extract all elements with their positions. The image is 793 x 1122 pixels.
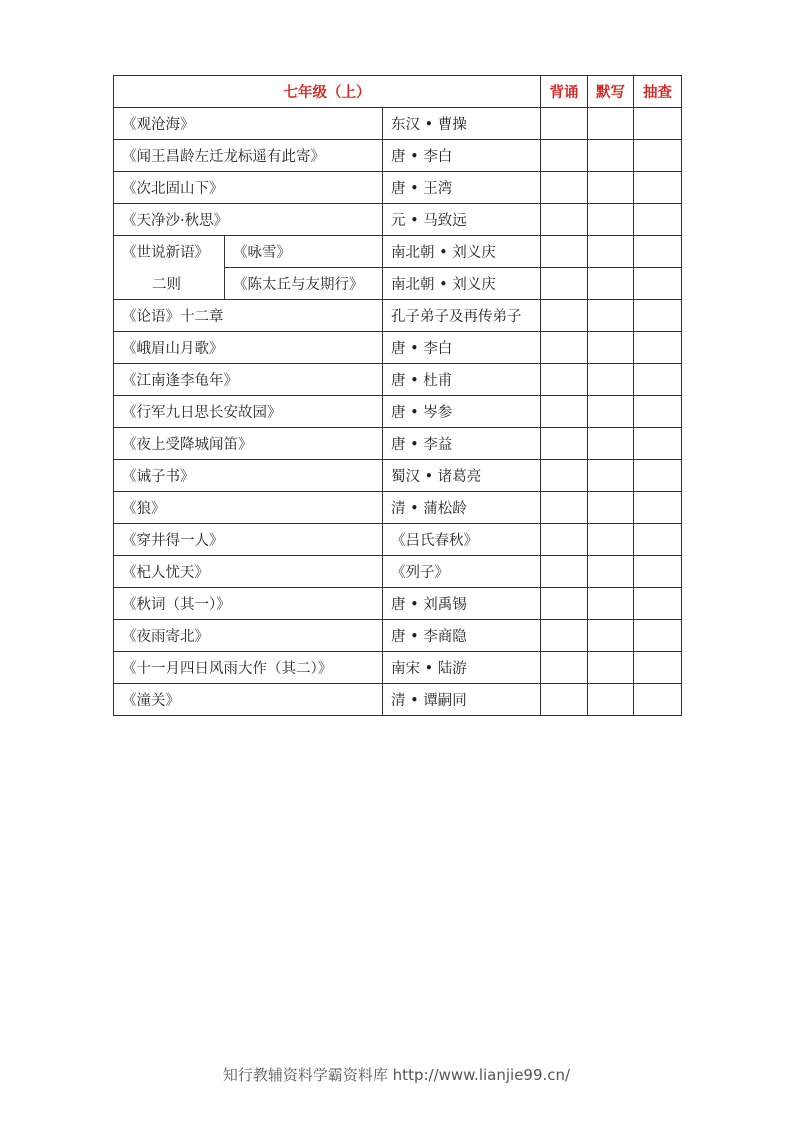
column-header-dictation: 默写	[588, 76, 634, 108]
recite-check-cell[interactable]	[541, 268, 588, 300]
poem-title: 《闻王昌龄左迁龙标遥有此寄》	[114, 140, 383, 172]
poem-title: 《峨眉山月歌》	[114, 332, 383, 364]
dictation-check-cell[interactable]	[588, 620, 634, 652]
poem-author: 唐 • 李白	[383, 140, 541, 172]
group-label-line2: 二则	[114, 268, 225, 300]
recite-check-cell[interactable]	[541, 620, 588, 652]
dictation-check-cell[interactable]	[588, 364, 634, 396]
table-row	[114, 204, 682, 236]
dictation-check-cell[interactable]	[588, 300, 634, 332]
dictation-check-cell[interactable]	[588, 332, 634, 364]
spot-check-cell[interactable]	[634, 300, 682, 332]
poem-author: 南北朝 • 刘义庆	[383, 268, 541, 300]
recite-check-cell[interactable]	[541, 460, 588, 492]
poem-author: 唐 • 王湾	[383, 172, 541, 204]
poem-author: 唐 • 刘禹锡	[383, 588, 541, 620]
recite-check-cell[interactable]	[541, 396, 588, 428]
dictation-check-cell[interactable]	[588, 556, 634, 588]
table-row	[114, 684, 682, 716]
poem-title: 《咏雪》	[225, 236, 383, 268]
poem-title: 《论语》十二章	[114, 300, 383, 332]
dictation-check-cell[interactable]	[588, 268, 634, 300]
table-row	[114, 556, 682, 588]
poem-title: 《江南逢李龟年》	[114, 364, 383, 396]
poem-author: 清 • 蒲松龄	[383, 492, 541, 524]
dictation-check-cell[interactable]	[588, 684, 634, 716]
table-row-group-first	[114, 236, 682, 268]
poem-title: 《陈太丘与友期行》	[225, 268, 383, 300]
poem-author: 唐 • 岑参	[383, 396, 541, 428]
table-row	[114, 172, 682, 204]
poem-author: 东汉 • 曹操	[383, 108, 541, 140]
spot-check-cell[interactable]	[634, 684, 682, 716]
poem-title: 《潼关》	[114, 684, 383, 716]
table-row	[114, 460, 682, 492]
table-row	[114, 300, 682, 332]
spot-check-cell[interactable]	[634, 556, 682, 588]
spot-check-cell[interactable]	[634, 396, 682, 428]
column-header-recite: 背诵	[541, 76, 588, 108]
table-row	[114, 108, 682, 140]
spot-check-cell[interactable]	[634, 428, 682, 460]
footer-source-text: 知行教辅资料学霸资料库 http://www.lianjie99.cn/	[222, 1066, 571, 1084]
poem-title: 《杞人忧天》	[114, 556, 383, 588]
poem-author: 《吕氏春秋》	[383, 524, 541, 556]
recite-check-cell[interactable]	[541, 652, 588, 684]
spot-check-cell[interactable]	[634, 492, 682, 524]
poem-title: 《观沧海》	[114, 108, 383, 140]
poem-author: 孔子弟子及再传弟子	[383, 300, 541, 332]
poem-author: 唐 • 杜甫	[383, 364, 541, 396]
table-row	[114, 332, 682, 364]
table-row	[114, 652, 682, 684]
recite-check-cell[interactable]	[541, 204, 588, 236]
dictation-check-cell[interactable]	[588, 460, 634, 492]
grade-heading: 七年级（上）	[114, 76, 541, 108]
column-header-check: 抽查	[634, 76, 682, 108]
poem-title: 《十一月四日风雨大作（其二）》	[114, 652, 383, 684]
dictation-check-cell[interactable]	[588, 492, 634, 524]
table-row	[114, 524, 682, 556]
recite-check-cell[interactable]	[541, 556, 588, 588]
dictation-check-cell[interactable]	[588, 652, 634, 684]
spot-check-cell[interactable]	[634, 652, 682, 684]
poem-author: 唐 • 李益	[383, 428, 541, 460]
poem-author: 南北朝 • 刘义庆	[383, 236, 541, 268]
recite-check-cell[interactable]	[541, 236, 588, 268]
recite-check-cell[interactable]	[541, 172, 588, 204]
spot-check-cell[interactable]	[634, 204, 682, 236]
dictation-check-cell[interactable]	[588, 396, 634, 428]
table-row	[114, 364, 682, 396]
poem-title: 《次北固山下》	[114, 172, 383, 204]
poem-checklist-table	[113, 75, 682, 716]
table-row	[114, 396, 682, 428]
table-header-row	[114, 76, 682, 108]
recite-check-cell[interactable]	[541, 300, 588, 332]
spot-check-cell[interactable]	[634, 364, 682, 396]
poem-author: 清 • 谭嗣同	[383, 684, 541, 716]
table-row	[114, 140, 682, 172]
table-row	[114, 588, 682, 620]
poem-title: 《天净沙·秋思》	[114, 204, 383, 236]
spot-check-cell[interactable]	[634, 620, 682, 652]
dictation-check-cell[interactable]	[588, 588, 634, 620]
recite-check-cell[interactable]	[541, 332, 588, 364]
spot-check-cell[interactable]	[634, 108, 682, 140]
spot-check-cell[interactable]	[634, 588, 682, 620]
recite-check-cell[interactable]	[541, 492, 588, 524]
recite-check-cell[interactable]	[541, 140, 588, 172]
poem-author: 蜀汉 • 诸葛亮	[383, 460, 541, 492]
spot-check-cell[interactable]	[634, 140, 682, 172]
dictation-check-cell[interactable]	[588, 236, 634, 268]
recite-check-cell[interactable]	[541, 524, 588, 556]
poem-author: 元 • 马致远	[383, 204, 541, 236]
dictation-check-cell[interactable]	[588, 428, 634, 460]
poem-author: 《列子》	[383, 556, 541, 588]
dictation-check-cell[interactable]	[588, 108, 634, 140]
recite-check-cell[interactable]	[541, 684, 588, 716]
spot-check-cell[interactable]	[634, 172, 682, 204]
recite-check-cell[interactable]	[541, 588, 588, 620]
recite-check-cell[interactable]	[541, 108, 588, 140]
dictation-check-cell[interactable]	[588, 140, 634, 172]
group-label-line1: 《世说新语》	[114, 236, 225, 268]
recite-check-cell[interactable]	[541, 428, 588, 460]
table-row-group-second	[114, 268, 682, 300]
spot-check-cell[interactable]	[634, 332, 682, 364]
table-row	[114, 428, 682, 460]
table-row	[114, 492, 682, 524]
spot-check-cell[interactable]	[634, 268, 682, 300]
poem-author: 唐 • 李白	[383, 332, 541, 364]
dictation-check-cell[interactable]	[588, 524, 634, 556]
poem-title: 《秋词（其一）》	[114, 588, 383, 620]
poem-title: 《夜上受降城闻笛》	[114, 428, 383, 460]
dictation-check-cell[interactable]	[588, 172, 634, 204]
spot-check-cell[interactable]	[634, 236, 682, 268]
table-row	[114, 620, 682, 652]
spot-check-cell[interactable]	[634, 524, 682, 556]
dictation-check-cell[interactable]	[588, 204, 634, 236]
poem-author: 唐 • 李商隐	[383, 620, 541, 652]
poem-author: 南宋 • 陆游	[383, 652, 541, 684]
poem-title: 《狼》	[114, 492, 383, 524]
recite-check-cell[interactable]	[541, 364, 588, 396]
poem-title: 《行军九日思长安故园》	[114, 396, 383, 428]
poem-title: 《夜雨寄北》	[114, 620, 383, 652]
spot-check-cell[interactable]	[634, 460, 682, 492]
poem-title: 《穿井得一人》	[114, 524, 383, 556]
poem-title: 《诫子书》	[114, 460, 383, 492]
